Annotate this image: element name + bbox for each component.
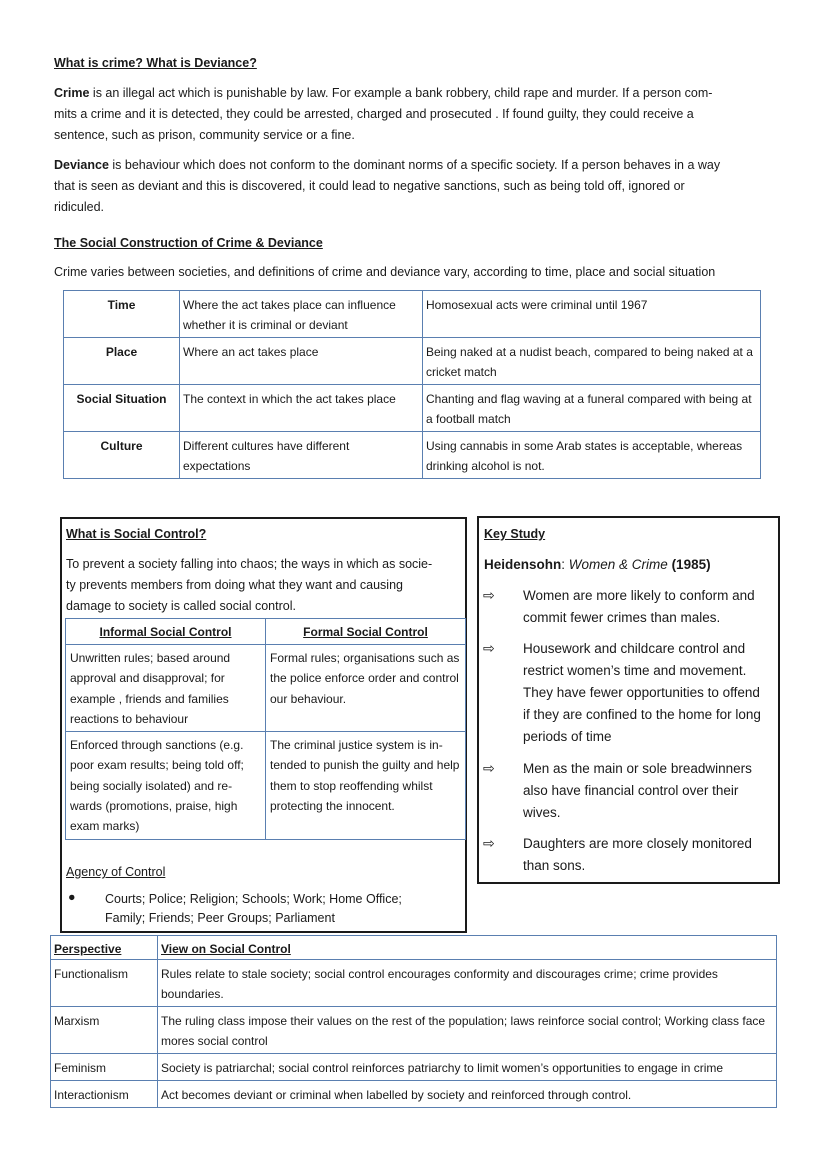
table-row (51, 1054, 777, 1081)
bullet-icon: ● (68, 890, 76, 904)
perspectives-table (50, 935, 777, 1108)
row-key: Culture (64, 432, 180, 479)
perspective-view: Act becomes deviant or criminal when labelled by society and reinforced through control. (158, 1081, 777, 1108)
table-row (66, 645, 466, 732)
row-example: Chanting and flag waving at a funeral compared with being at a football match (423, 385, 761, 432)
row-key: Time (64, 291, 180, 338)
table-row (51, 1081, 777, 1108)
informal-cell: Enforced through sanctions (e.g. poor exam results; being told off; being socially isolated) and re-wards (promotions, praise, high exam marks) (66, 732, 266, 839)
formal-cell: Formal rules; organisations such as the police enforce order and control our behaviour. (266, 645, 466, 732)
arrow-right-icon: ⇨ (483, 587, 495, 603)
study-point: Men as the main or sole breadwinners also have financial control over their wives. (523, 761, 752, 820)
informal-header: Informal Social Control (66, 619, 266, 645)
row-description: Different cultures have different expectations (180, 432, 423, 479)
row-example: Homosexual acts were criminal until 1967 (423, 291, 761, 338)
formal-header: Formal Social Control (266, 619, 466, 645)
intro-line-1: To prevent a society falling into chaos; the ways in which as socie- (66, 557, 433, 571)
deviance-line-1: is behaviour which does not conform to the dominant norms of a specific society. If a person behaves in a way (108, 158, 721, 172)
row-description: Where an act takes place (180, 338, 423, 385)
crime-line-2: mits a crime and it is detected, they could be arrested, charged and prosecuted . If found guilty, they could receive a (54, 107, 694, 121)
perspective-view: The ruling class impose their values on the rest of the population; laws reinforce social control; Working class face mores social control (158, 1007, 777, 1054)
key-study-heading: Key Study (484, 527, 546, 541)
study-title: Women & Crime (568, 557, 668, 572)
crime-line-1: is an illegal act which is punishable by law. For example a bank robbery, child rape and murder. If a person com- (89, 86, 713, 100)
study-point: Daughters are more closely monitored than sons. (523, 836, 752, 873)
intro-line-3: damage to society is called social control. (66, 599, 296, 613)
crime-line-3: sentence, such as prison, community service or a fine. (54, 128, 355, 142)
row-key: Place (64, 338, 180, 385)
agency-line-2: Family; Friends; Peer Groups; Parliament (105, 911, 335, 925)
crime-term: Crime (54, 86, 90, 100)
social-control-intro (66, 554, 432, 617)
intro-line-2: ty prevents members from doing what they want and causing (66, 578, 403, 592)
row-description: Where the act takes place can influence whether it is criminal or deviant (180, 291, 423, 338)
construction-table (63, 290, 761, 479)
perspective-view: Society is patriarchal; social control reinforces patriarchy to limit women’s opportunities to engage in crime (158, 1054, 777, 1081)
deviance-term: Deviance (54, 158, 109, 172)
study-point: Housework and childcare control and restrict women’s time and movement. They have fewer opportunities to offend if they are confined to the home for long periods of time (523, 641, 761, 744)
table-header-row (51, 936, 777, 960)
row-description: The context in which the act takes place (180, 385, 423, 432)
agency-list (105, 890, 402, 928)
key-study-box (477, 516, 780, 884)
control-types-table (65, 618, 466, 840)
perspective-name: Interactionism (51, 1081, 158, 1108)
study-point: Women are more likely to conform and commit fewer crimes than males. (523, 588, 755, 625)
deviance-paragraph (54, 155, 774, 218)
arrow-right-icon: ⇨ (483, 835, 495, 851)
row-example: Using cannabis in some Arab states is acceptable, whereas drinking alcohol is not. (423, 432, 761, 479)
study-citation: Heidensohn: Women & Crime (1985) (484, 557, 711, 572)
table-header-row (66, 619, 466, 645)
table-row (64, 432, 761, 479)
social-control-heading: What is Social Control? (66, 527, 207, 541)
perspective-name: Functionalism (51, 960, 158, 1007)
deviance-line-2: that is seen as deviant and this is discovered, it could lead to negative sanctions, such as being told off, ignored or (54, 179, 685, 193)
perspective-name: Marxism (51, 1007, 158, 1054)
table-row (66, 732, 466, 839)
deviance-line-3: ridiculed. (54, 200, 105, 214)
row-example: Being naked at a nudist beach, compared to being naked at a cricket match (423, 338, 761, 385)
study-author: Heidensohn (484, 557, 562, 572)
social-control-box (60, 517, 467, 933)
heading-social-construction: The Social Construction of Crime & Deviance (54, 236, 323, 250)
table-row (64, 338, 761, 385)
agency-line-1: Courts; Police; Religion; Schools; Work; Home Office; (105, 892, 402, 906)
crime-paragraph (54, 83, 774, 146)
construction-intro: Crime varies between societies, and definitions of crime and deviance vary, according to time, place and social situation (54, 265, 716, 279)
table-row (51, 1007, 777, 1054)
formal-cell: The criminal justice system is in-tended to punish the guilty and help them to stop reoffending whilst protecting the innocent. (266, 732, 466, 839)
view-header: View on Social Control (158, 936, 777, 960)
heading-what-is-crime: What is crime? What is Deviance? (54, 56, 257, 70)
row-key: Social Situation (64, 385, 180, 432)
perspective-view: Rules relate to stale society; social control encourages conformity and discourages crime; crime provides boundaries. (158, 960, 777, 1007)
arrow-right-icon: ⇨ (483, 760, 495, 776)
agency-heading: Agency of Control (66, 865, 166, 879)
study-year: (1985) (671, 557, 711, 572)
table-row (51, 960, 777, 1007)
table-row (64, 385, 761, 432)
informal-cell: Unwritten rules; based around approval and disapproval; for example , friends and families reactions to behaviour (66, 645, 266, 732)
arrow-right-icon: ⇨ (483, 640, 495, 656)
perspective-header: Perspective (51, 936, 158, 960)
table-row (64, 291, 761, 338)
perspective-name: Feminism (51, 1054, 158, 1081)
